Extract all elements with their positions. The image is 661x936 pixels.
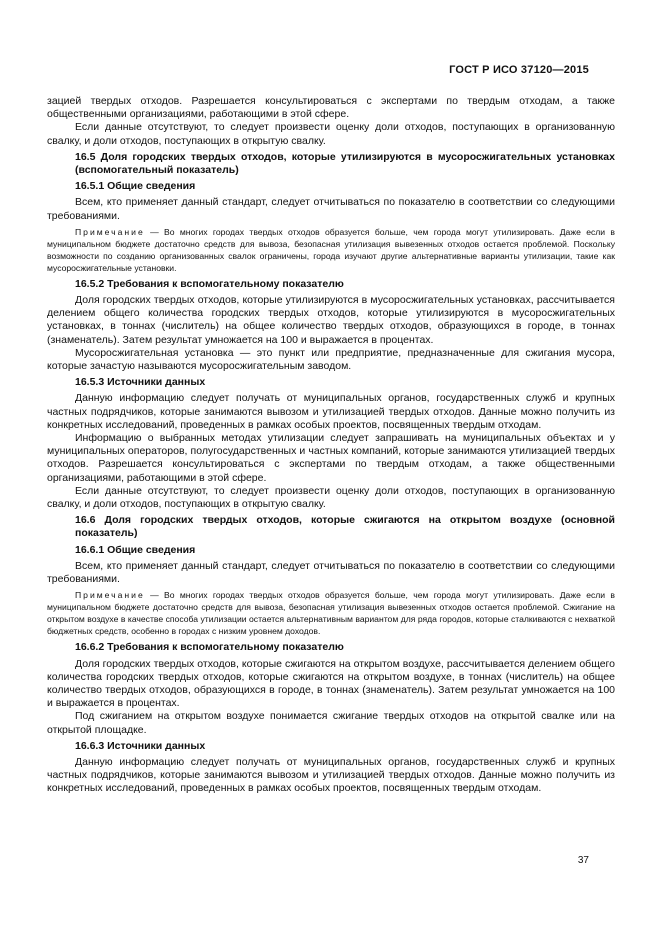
paragraph: зацией твердых отходов. Разрешается консультироваться с экспертами по твердым отходам, а также общественными организациями, работающими в этой сфере. <box>47 95 615 121</box>
note <box>47 226 615 274</box>
paragraph: Мусоросжигательная установка — это пункт или предприятие, предназначенные для сжигания мусора, которые зачастую называются мусоросжигательным заводом. <box>47 346 615 373</box>
subsection-heading-16-6-2: 16.6.2 Требования к вспомогательному показателю <box>75 641 344 654</box>
note <box>47 589 615 637</box>
page-content <box>47 95 615 796</box>
page-number: 37 <box>577 855 589 866</box>
subsection-heading-16-5-2: 16.5.2 Требования к вспомогательному показателю <box>75 277 344 290</box>
note-label: Примечание <box>75 590 145 601</box>
note-text: — Во многих городах твердых отходов образуется больше, чем города могут утилизировать. Даже если в муниципальном бюджете достаточно средств для вывоза, безопасная утилизация вывезенных отходов остается проблемой. Сжигание на открытом воздухе в качестве способа утилизации остается альтернативным вариантом для ряда городов, которые сталкиваются с нехваткой бюджетных средств, особенно в городах с низким уровнем доходов. <box>47 590 615 637</box>
paragraph: Доля городских твердых отходов, которые утилизируются в мусоросжигательных установках, рассчитывается делением общего количества городских твердых отходов, которые утилизируются в мусоросжигательных установках, в тоннах (числитель) на общее количество твердых отходов, образующихся в городе, в тоннах (знаменатель). Затем результат умножается на 100 и выражается в процентах. <box>47 294 615 346</box>
subsection-heading-16-6-1: 16.6.1 Общие сведения <box>75 543 196 556</box>
paragraph: Данную информацию следует получать от муниципальных органов, государственных служб и крупных частных подрядчиков, которые занимаются вывозом и утилизацией твердых отходов. Данные можно получить из конкретных исследований, проведенных в рамках особых проектов, посвященных твердым отходам. <box>47 755 615 795</box>
note-label: Примечание <box>75 226 145 237</box>
paragraph: Если данные отсутствуют, то следует произвести оценку доли отходов, поступающих в организованную свалку, и доли отходов, поступающих в открытую свалку. <box>47 484 615 511</box>
note-text: — Во многих городах твердых отходов образуется больше, чем города могут утилизировать. Даже если в муниципальном бюджете достаточно средств для вывоза, безопасная утилизация вывезенных отходов остается проблемой. Поскольку возможности по созданию организованных свалок ограничены, города изучают другие альтернативные варианты утилизации, такие как мусоросжигательные установки. <box>47 226 615 273</box>
subsection-heading-16-5-1: 16.5.1 Общие сведения <box>75 180 196 193</box>
paragraph: Если данные отсутствуют, то следует произвести оценку доли отходов, поступающих в организованную свалку, и доли отходов, поступающих в открытую свалку. <box>47 121 615 147</box>
section-heading-16-6: 16.6 Доля городских твердых отходов, которые сжигаются на открытом воздухе (основной показатель) <box>75 514 615 540</box>
subsection-heading-16-5-3: 16.5.3 Источники данных <box>75 376 206 389</box>
paragraph: Всем, кто применяет данный стандарт, следует отчитываться по показателю в соответствии со следующими требованиями. <box>47 196 615 222</box>
paragraph: Под сжиганием на открытом воздухе понимается сжигание твердых отходов на открытой свалке или на открытой площадке. <box>47 710 615 736</box>
paragraph: Доля городских твердых отходов, которые сжигаются на открытом воздухе, рассчитывается делением общего количества городских твердых отходов, которые сжигаются на открытом воздухе, в тоннах (числитель) на общее количество твердых отходов, образующихся в городе, в тоннах (знаменатель). Затем результат умножается на 100 и выражается в процентах. <box>47 657 615 710</box>
paragraph: Всем, кто применяет данный стандарт, следует отчитываться по показателю в соответствии со следующими требованиями. <box>47 559 615 586</box>
paragraph: Информацию о выбранных методах утилизации следует запрашивать на муниципальных объектах и у муниципальных операторов, полугосударственных и частных компаний, которые занимаются утилизацией твердых отходов. Разрешается консультироваться с экспертами по твердым отходам, а также общественными организациями, работающими в этой сфере. <box>47 432 615 484</box>
section-heading-16-5: 16.5 Доля городских твердых отходов, которые утилизируются в мусоросжигательных установках (вспомогательный показатель) <box>75 150 615 177</box>
paragraph: Данную информацию следует получать от муниципальных органов, государственных служб и крупных частных подрядчиков, которые занимаются вывозом и утилизацией твердых отходов. Данные можно получить из конкретных исследований, проведенных в рамках особых проектов, посвященных твердым отходам. <box>47 392 615 431</box>
document-id: ГОСТ Р ИСО 37120—2015 <box>449 64 589 76</box>
subsection-heading-16-6-3: 16.6.3 Источники данных <box>75 739 206 752</box>
